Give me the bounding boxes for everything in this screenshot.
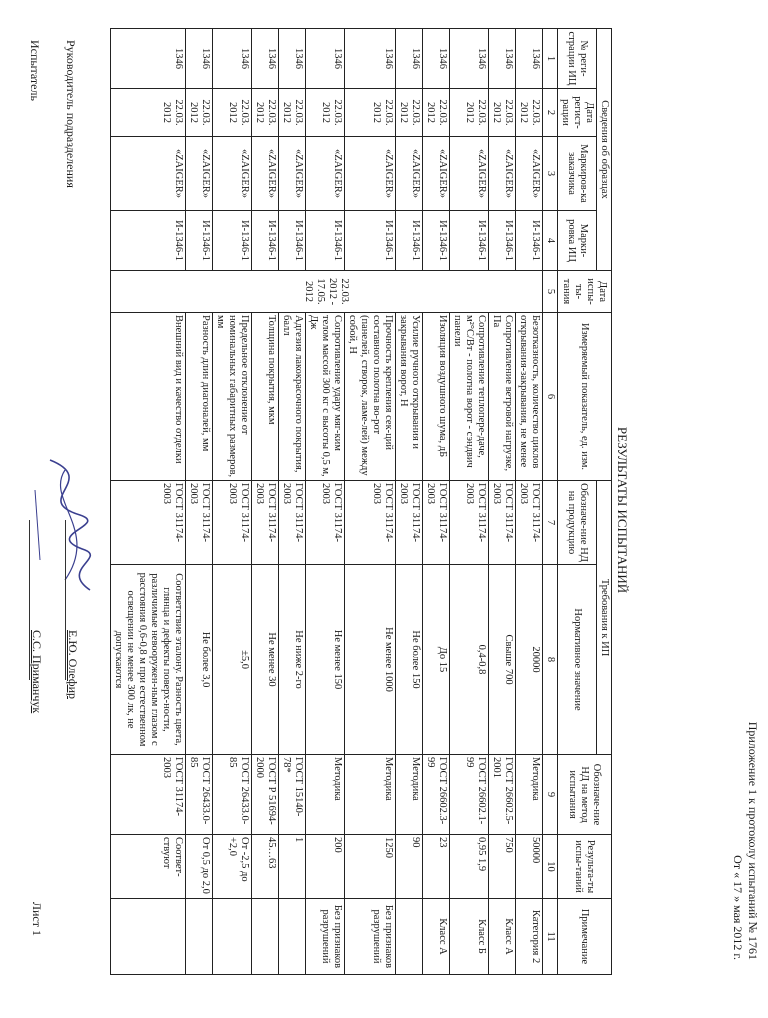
column-number-row [543, 29, 558, 975]
header-reg-date: Дата регист-рации [558, 89, 597, 137]
nd-method-cell: ГОСТ 26433.0-85 [186, 755, 213, 835]
reg-number-cell: 1346 [279, 29, 306, 89]
tester-name: С.С. Приманчук [30, 630, 44, 714]
table-row [213, 29, 252, 975]
nd-product-cell: ГОСТ 31174-2003 [111, 481, 186, 565]
indicator-cell: Адгезия лакокрасочного покрытия, балл [279, 313, 306, 481]
column-number: 6 [543, 313, 558, 481]
reg-date-cell: 22.03. 2012 [516, 89, 543, 137]
reg-number-cell: 1346 [111, 29, 186, 89]
header-samples-group: Сведения об образцах [597, 29, 612, 271]
table-row [423, 29, 450, 975]
annex-header [730, 60, 760, 960]
nd-product-cell: ГОСТ 31174-2003 [306, 481, 345, 565]
reg-number-cell: 1346 [489, 29, 516, 89]
note-cell [279, 899, 306, 975]
ic-mark-cell: И-1346-1 [213, 211, 252, 271]
column-number: 7 [543, 481, 558, 565]
header-normative: Нормативное значение [558, 565, 597, 755]
column-number: 1 [543, 29, 558, 89]
indicator-cell: Изоляция воздушного шума, дБ [423, 313, 450, 481]
table-row [489, 29, 516, 975]
results-table [110, 28, 612, 975]
nd-method-cell: ГОСТ 26602.3-99 [423, 755, 450, 835]
tester-signature-line [27, 40, 42, 940]
customer-mark-cell: «ZAIGER» [111, 137, 186, 211]
header-nd-product: Обозначе-ние НД на продукцию [558, 481, 597, 565]
customer-mark-cell: «ZAIGER» [252, 137, 279, 211]
ic-mark-cell: И-1346-1 [489, 211, 516, 271]
customer-mark-cell: «ZAIGER» [279, 137, 306, 211]
ic-mark-cell: И-1346-1 [423, 211, 450, 271]
nd-method-cell: ГОСТ 15140-78* [279, 755, 306, 835]
customer-mark-cell: «ZAIGER» [489, 137, 516, 211]
table-row [345, 29, 396, 975]
ic-mark-cell: И-1346-1 [111, 211, 186, 271]
indicator-cell: Сопротивление удару мяг-ким телом массой 300 кг с высоты 0,5 м, Дж [306, 313, 345, 481]
column-number: 11 [543, 899, 558, 975]
annex-line-1: Приложение 1 к протоколу испытаний № 1761 [746, 721, 760, 960]
reg-number-cell: 1346 [186, 29, 213, 89]
column-number: 2 [543, 89, 558, 137]
nd-method-cell: Методика [345, 755, 396, 835]
normative-cell: Не менее 1000 [345, 565, 396, 755]
customer-mark-cell: «ZAIGER» [186, 137, 213, 211]
customer-mark-cell: «ZAIGER» [396, 137, 423, 211]
indicator-cell: Предельное отклонение от номинальных габаритных размеров, мм [213, 313, 252, 481]
ic-mark-cell: И-1346-1 [450, 211, 489, 271]
result-cell: 200 [306, 835, 345, 899]
table-row [252, 29, 279, 975]
customer-mark-cell: «ZAIGER» [306, 137, 345, 211]
customer-mark-cell: «ZAIGER» [213, 137, 252, 211]
nd-method-cell: ГОСТ 26602.1-99 [450, 755, 489, 835]
head-signature-line [63, 40, 78, 940]
indicator-cell: Толщина покрытия, мкм [252, 313, 279, 481]
result-cell: От -2,5 до +2,0 [213, 835, 252, 899]
reg-number-cell: 1346 [306, 29, 345, 89]
reg-number-cell: 1346 [345, 29, 396, 89]
indicator-cell: Усилие ручного открывания и закрывания ворот, Н [396, 313, 423, 481]
note-cell: Категория 2 [516, 899, 543, 975]
result-cell: 45…63 [252, 835, 279, 899]
ic-mark-cell: И-1346-1 [306, 211, 345, 271]
note-cell: Без признаков разрушений [345, 899, 396, 975]
indicator-cell: Сопротивление теплопере-даче, м²°С/Вт - полотна ворот - сэндвич панели [450, 313, 489, 481]
nd-product-cell: ГОСТ 31174-2003 [279, 481, 306, 565]
customer-mark-cell: «ZAIGER» [345, 137, 396, 211]
indicator-cell: Разность длин диагоналей, мм [186, 313, 213, 481]
normative-cell: 20000 [516, 565, 543, 755]
normative-cell: Не более 150 [396, 565, 423, 755]
nd-method-cell: ГОСТ Р 51694-2000 [252, 755, 279, 835]
test-date-cell: 22.03. 2012 - 17.05. 2012 [111, 271, 543, 313]
page-title: РЕЗУЛЬТАТЫ ИСПЫТАНИЙ [615, 426, 630, 594]
indicator-cell: Безотказность, количество циклов открывания-закрывания, не менее [516, 313, 543, 481]
header-test-date: Дата испы-ты-тания [558, 271, 612, 313]
normative-cell: Не ниже 2-го [279, 565, 306, 755]
column-number: 8 [543, 565, 558, 755]
table-row [279, 29, 306, 975]
reg-date-cell: 22.03. 2012 [213, 89, 252, 137]
reg-date-cell: 22.03. 2012 [345, 89, 396, 137]
reg-number-cell: 1346 [450, 29, 489, 89]
note-cell: Класс А [489, 899, 516, 975]
column-number: 10 [543, 835, 558, 899]
header-customer-mark: Маркиров-ка заказчика [558, 137, 597, 211]
header-reg-no: № реги-страции ИЦ [558, 29, 597, 89]
note-cell: Класс Б [450, 899, 489, 975]
reg-date-cell: 22.03. 2012 [111, 89, 186, 137]
reg-date-cell: 22.03. 2012 [450, 89, 489, 137]
result-cell: 0,95 1,9 [450, 835, 489, 899]
reg-date-cell: 22.03. 2012 [489, 89, 516, 137]
nd-product-cell: ГОСТ 31174-2003 [252, 481, 279, 565]
normative-cell: Соответствие эталону. Разность цвета, глянца и дефекты поверх-ности, различимые невооружен-ным глазом с расстояния 0,6-0,8 м при естественном освещении не менее 300 лк, не допускаются [111, 565, 186, 755]
result-cell: 90 [396, 835, 423, 899]
normative-cell: До 15 [423, 565, 450, 755]
indicator-cell: Прочность крепления сек-ций составного полотна во-рот (панелей, створок, ламе-лей) между собой, Н [345, 313, 396, 481]
result-cell: 1 [279, 835, 306, 899]
reg-number-cell: 1346 [396, 29, 423, 89]
reg-number-cell: 1346 [423, 29, 450, 89]
column-number: 4 [543, 211, 558, 271]
ic-mark-cell: И-1346-1 [345, 211, 396, 271]
table-row [396, 29, 423, 975]
result-cell: 23 [423, 835, 450, 899]
ic-mark-cell: И-1346-1 [396, 211, 423, 271]
sheet-number: Лист 1 [30, 901, 44, 936]
note-cell [396, 899, 423, 975]
nd-product-cell: ГОСТ 31174-2003 [186, 481, 213, 565]
table-row [186, 29, 213, 975]
header-ic-mark: Марки-ровка ИЦ [558, 211, 597, 271]
ic-mark-cell: И-1346-1 [516, 211, 543, 271]
normative-cell: Свыше 700 [489, 565, 516, 755]
head-label: Руководитель подразделения [64, 40, 78, 188]
table-row [111, 29, 186, 975]
nd-method-cell: ГОСТ 26602.5-2001 [489, 755, 516, 835]
normative-cell: 0,4-0,8 [450, 565, 489, 755]
table-row [450, 29, 489, 975]
normative-cell: ±5,0 [213, 565, 252, 755]
annex-line-2: От « 17 » мая 2012 г. [731, 855, 745, 960]
nd-product-cell: ГОСТ 31174-2003 [423, 481, 450, 565]
indicator-cell: Сопротивление ветровой нагрузке, Па [489, 313, 516, 481]
nd-product-cell: ГОСТ 31174-2003 [213, 481, 252, 565]
column-number: 9 [543, 755, 558, 835]
header-results: Результа-ты испы-таний [558, 835, 612, 899]
note-cell [252, 899, 279, 975]
nd-product-cell: ГОСТ 31174-2003 [489, 481, 516, 565]
column-number: 3 [543, 137, 558, 211]
header-requirements-group: Требования к ИП [597, 481, 612, 755]
reg-date-cell: 22.03. 2012 [306, 89, 345, 137]
note-cell [186, 899, 213, 975]
note-cell [111, 899, 186, 975]
reg-number-cell: 1346 [252, 29, 279, 89]
nd-method-cell: Методика [396, 755, 423, 835]
header-indicator: Измеряемый показатель, ед. изм. [558, 313, 612, 481]
reg-date-cell: 22.03. 2012 [252, 89, 279, 137]
indicator-cell: Внешний вид и качество отделки [111, 313, 186, 481]
nd-product-cell: ГОСТ 31174-2003 [396, 481, 423, 565]
customer-mark-cell: «ZAIGER» [423, 137, 450, 211]
customer-mark-cell: «ZAIGER» [516, 137, 543, 211]
nd-method-cell: ГОСТ 31174-2003 [111, 755, 186, 835]
customer-mark-cell: «ZAIGER» [450, 137, 489, 211]
reg-date-cell: 22.03. 2012 [396, 89, 423, 137]
normative-cell: Не менее 30 [252, 565, 279, 755]
result-cell: 750 [489, 835, 516, 899]
reg-date-cell: 22.03. 2012 [186, 89, 213, 137]
header-note: Примечание [558, 899, 612, 975]
reg-number-cell: 1346 [213, 29, 252, 89]
table-row [516, 29, 543, 975]
tester-label: Испытатель [28, 40, 42, 101]
nd-product-cell: ГОСТ 31174-2003 [345, 481, 396, 565]
ic-mark-cell: И-1346-1 [252, 211, 279, 271]
ic-mark-cell: И-1346-1 [186, 211, 213, 271]
note-cell: Без признаков разрушений [306, 899, 345, 975]
note-cell: Класс А [423, 899, 450, 975]
column-number: 5 [543, 271, 558, 313]
nd-product-cell: ГОСТ 31174-2003 [516, 481, 543, 565]
result-cell: От 0,5 до 2,0 [186, 835, 213, 899]
normative-cell: Не более 3,0 [186, 565, 213, 755]
nd-product-cell: ГОСТ 31174-2003 [450, 481, 489, 565]
result-cell: 1250 [345, 835, 396, 899]
reg-number-cell: 1346 [516, 29, 543, 89]
reg-date-cell: 22.03. 2012 [279, 89, 306, 137]
nd-method-cell: Методика [306, 755, 345, 835]
nd-method-cell: Методика [516, 755, 543, 835]
table-row [306, 29, 345, 975]
result-cell: 50000 [516, 835, 543, 899]
ic-mark-cell: И-1346-1 [279, 211, 306, 271]
reg-date-cell: 22.03. 2012 [423, 89, 450, 137]
normative-cell: Не менее 150 [306, 565, 345, 755]
header-nd-method: Обозначе-ние НД на метод испытания [558, 755, 612, 835]
nd-method-cell: ГОСТ 26433.0-85 [213, 755, 252, 835]
head-name: Е.Ю. Олефир [66, 630, 80, 699]
note-cell [213, 899, 252, 975]
result-cell: Соответ-ствуют [111, 835, 186, 899]
